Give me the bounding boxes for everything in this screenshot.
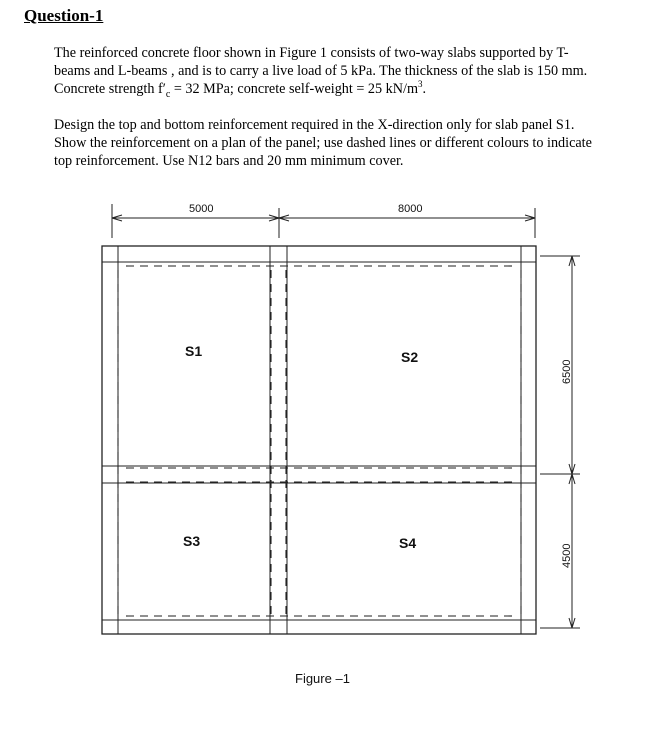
unit-superscript: 3: [417, 79, 423, 89]
task-line-1: Design the top and bottom reinforcement required in the X-direction only for slab panel S1.: [54, 117, 575, 133]
task-line-2: Show the reinforcement on a plan of the panel; use dashed lines or different colours to indicate: [54, 135, 592, 151]
panel-label-s4: S4: [399, 535, 417, 551]
figure-caption: Figure –1: [295, 671, 350, 686]
question-title: Question-1: [24, 6, 104, 25]
concrete-strength-label: Concrete strength f: [54, 81, 163, 97]
statement-line-2: beams and L-beams , and is to carry a live load of 5 kPa. The thickness of the slab is 150 mm.: [54, 63, 588, 79]
dim-label-4500: 4500: [561, 543, 573, 568]
strength-and-weight-text: = 32 MPa; concrete self-weight = 25 kN/m: [170, 81, 418, 97]
panel-label-s2: S2: [401, 349, 419, 365]
panel-label-s1: S1: [185, 343, 203, 359]
dim-label-6500: 6500: [561, 359, 573, 384]
task-line-3: top reinforcement. Use N12 bars and 20 mm minimum cover.: [54, 153, 404, 169]
dim-label-5000: 5000: [189, 203, 214, 215]
statement-end: .: [422, 81, 427, 97]
statement-line-1: The reinforced concrete floor shown in Figure 1 consists of two-way slabs supported by T-: [54, 45, 569, 61]
dim-label-8000: 8000: [398, 203, 423, 215]
statement-line-3: Concrete strength $f'_c = 32$ MPa; concrete self-weight = 25 $kN/m^3$.: [54, 79, 427, 100]
panel-label-s3: S3: [183, 533, 201, 549]
slab-outline: [102, 246, 536, 634]
strength-subscript: c: [165, 88, 171, 100]
